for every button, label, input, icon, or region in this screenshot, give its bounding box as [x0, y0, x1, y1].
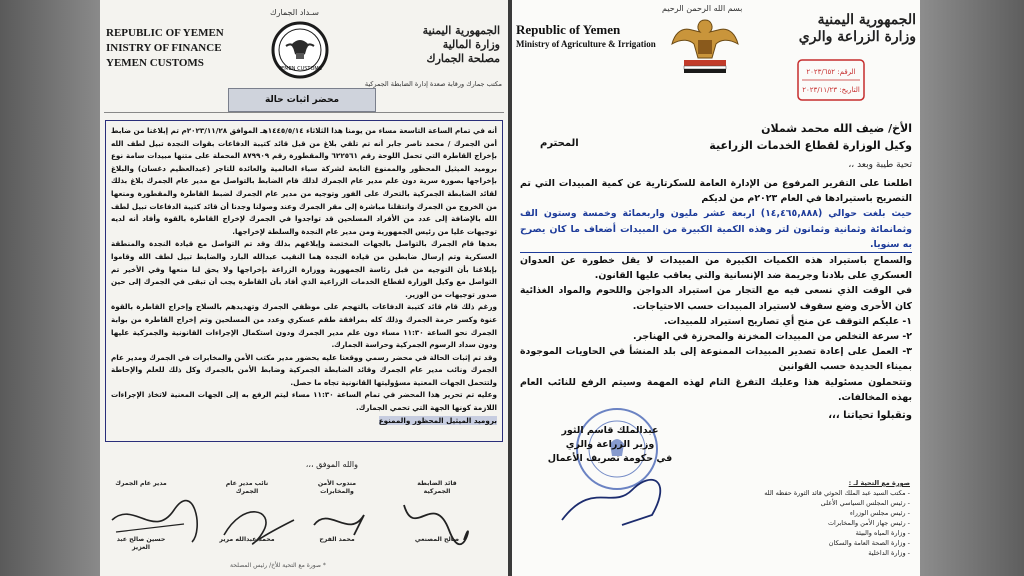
letter-paragraph: في الوقت الذي نسعى فيه مع التجار من استيراد الدواجن واللحوم والمواد الغذائية كان الأحرى وضع سقوف لاستيراد المبيدات حسب الاحتياجات. — [520, 285, 912, 312]
letter-paragraph: والسماح باستيراد هذه الكميات الكبيرة من المبيدات لا يقل خطورة عن العدوان العسكري على بلادنا وجريمة ضد الإنسانية والتي يعاقب عليها القانون. — [520, 255, 912, 282]
stamp-line: الرقم: ٢٠٢٣/٦٥٢ — [806, 68, 856, 76]
addressee-block — [709, 120, 912, 154]
logo-caption: YEMEN CUSTOMS — [278, 66, 322, 72]
cc-title: صورة مع التحية لـ : — [848, 479, 910, 487]
report-paragraph: ورغم ذلك قام قائد كتيبة الدفاعات بالتهجم على موظفي الجمرك وتهديدهم بالسلاح وإخراج القاطرة بالقوة عنوة وكسر حرمة الجمرك وذلك كله بمرافقة طقم عسكري وعدد من المسلحين وتم إخراج القاطرة من بوابة الجمرك نحو الساعة ١١:٣٠ مساء دون علم مدير الجمرك ودون استكمال الإجراءات القانونية والجمركية عليها ودون سداد الرسوم الجمركية وحراسة الجمارك. — [111, 302, 497, 350]
respected-label: المحترم — [540, 138, 579, 149]
background-right — [920, 0, 1024, 576]
header-rule — [104, 112, 504, 113]
directive-item: ٢- سرعة التخلص من المبيدات المخزنة والمحرزة في الهناجر. — [633, 331, 912, 343]
signature-block — [214, 480, 280, 543]
right-header-en-line: Republic of Yemen — [516, 22, 621, 37]
yemen-eagle-emblem-icon — [670, 14, 740, 76]
left-header-arabic — [423, 24, 500, 66]
letter-body — [520, 176, 912, 405]
report-body — [105, 120, 503, 442]
report-paragraph: أنه في تمام الساعة التاسعة مساء من يومنا هذا الثلاثاء ١٤٤٥/٥/١٤هـ الموافق ٢٠٢٣/١١/٢٨م تم إبلاغنا من ضابط أمن الجمرك / محمد ناصر جابر أنه تم تلقي بلاغ من قبل قائد كتيبة الدفاعات بقوات النجدة تبيل لطف الله بإخراج القاطرة التي تحمل اللوحة رقم ٦٢٢٥٦١ والمقطورة رقم ٨٧٩٩٠٩ المحملة على متنها مبيدات سامة نوع بروميد الميثيل المحظور والممنوع التابعة لشركة سباء العالمية والعائدة للتاجر (عبدالعظيم دغسان) والبلاغ بإخراجها بصورة سرية دون علم مدير عام الجمرك لذلك قام الضابط بالتواصل مع مدير عام الجمرك بلاغ بذلك لقائد الضابطة الجمركية بالتحرك على الفور وتوجيه من مدير عام الجمرك لضبط القاطرة والمقطورة ومنعها من الخروج من الجمرك وانتقلنا مباشرة إلى مقر الجمرك وعند وصولنا وجدنا أن قائد كتيبة الدفاعات تبيل لطف الله بالإضافة إلى عدد من الأفراد المسلحين قد تواجدوا في الجمرك لإخراج القاطرة بالقوة وأفاد أنه لديه توجيهات عليا من رئيس الجمهورية ومن مدير عام النجدة والسلطة لإخراجها. — [111, 126, 498, 236]
sub-office-line: مكتب جمارك ورقابة صعدة إدارة الضابطة الجمركية — [364, 80, 502, 88]
right-header-ar-line: الجمهورية اليمنية — [817, 12, 916, 28]
signature-role: قائد الضابطة الجمركية — [417, 480, 457, 495]
letter-paragraph: وتتحملون مسئولية هذا وعليك التفرغ التام لهذه المهمة وسيتم الرفع للنائب العام بهذه المخالفات. — [520, 376, 912, 403]
signature-row — [104, 480, 504, 550]
cc-item: - رئيس جهاز الأمن والمخابرات — [827, 519, 910, 527]
right-header-ar-line: وزارة الزراعة والري — [798, 29, 916, 45]
left-header-en-line: REPUBLIC OF YEMEN — [106, 27, 224, 39]
cc-item: - رئيس مجلس الوزراء — [849, 509, 910, 517]
left-header-ar-line: مصلحة الجمارك — [426, 52, 500, 65]
signature-block — [304, 480, 370, 543]
left-footer: * صورة مع التحية للأخ/ رئيس المصلحة — [230, 562, 326, 569]
greeting-line: تحية طيبة وبعد ،، — [848, 160, 912, 170]
reference-stamp-icon — [796, 58, 866, 102]
cc-item: - رئيس المجلس السياسي الأعلى — [820, 499, 910, 507]
background-left — [0, 0, 100, 576]
cc-item: - مكتب السيد عبد الملك الحوثي قائد الثورة حفظه الله — [764, 489, 910, 497]
signature-role: نائب مدير عام الجمرك — [225, 480, 269, 495]
customs-report-document — [100, 0, 508, 576]
letter-paragraph: اطلعنا على التقرير المرفوع من الإدارة العامة للسكرتارية عن كمية المبيدات التي تم التصريح باستيرادها في العام ٢٠٢٣م من لديكم — [520, 178, 912, 205]
letter-amount-paragraph: حيث بلغت حوالي (١٤,٤٦٥,٨٨٨) اربعة عشر مليون واربعمائة وخمسة وستون الف وثمانمائة وثمانية وثمانون لتر وهذه الكمية الكبيرة من المبيدات أضعاف ما كان يصرح به سنويا. — [520, 206, 912, 253]
report-paragraph: وعليه تم تحرير هذا المحضر في تمام الساعة ١١:٣٠ مساء ليتم الرفع به إلى الجهات المعنية لاتخاذ الإجراءات اللازمة كونها الجهة التي تحمي الجمارك. — [111, 390, 497, 413]
signature-name: محمد الفرح — [319, 536, 355, 543]
signature-role: مدير عام الجمرك — [115, 480, 167, 487]
highlighted-phrase: بروميد الميثيل المحظور والممنوع — [378, 415, 497, 425]
signature-role: مندوب الأمن والمخابرات — [317, 480, 357, 495]
addressee-line: وكيل الوزارة لقطاع الخدمات الزراعية — [709, 139, 912, 152]
signer-block — [540, 424, 680, 466]
report-title-box: محضر اثبات حالة — [228, 88, 376, 112]
cc-item: - وزارة الداخلية — [868, 549, 910, 557]
addressee-line: الأخ/ ضيف الله محمد شملان — [761, 122, 912, 135]
directive-item: ١- عليكم التوقف عن منح أي تصاريح استيراد للمبيدات. — [663, 315, 912, 327]
left-top-line: سـداد الجمارك — [270, 8, 319, 17]
cc-item: - وزارة الصحة العامة والسكان — [828, 539, 910, 547]
left-header-en-line: YEMEN CUSTOMS — [106, 57, 204, 69]
signer-line: وزير الزراعة والري — [565, 439, 655, 450]
signature-block — [108, 480, 174, 551]
right-top-line: بسم الله الرحمن الرحيم — [662, 4, 743, 13]
right-header-en-line: Ministry of Agriculture & Irrigation — [516, 39, 656, 49]
signer-line: عبدالملك قاسم الثور — [561, 425, 659, 436]
right-header-arabic — [799, 12, 916, 46]
directive-item: ٣- العمل على إعادة تصدير المبيدات الممنوعة إلى بلد المنشأ في الحاويات الموجودة بميناء الحديدة حسب القوانين — [520, 346, 912, 373]
left-header-english — [106, 26, 224, 71]
left-salute: والله الموفق ،،، — [305, 460, 358, 469]
left-header-ar-line: الجمهورية اليمنية — [422, 24, 500, 37]
yemen-customs-logo-icon — [270, 20, 330, 80]
signature-name: محمد عبدالله مرير — [219, 536, 275, 543]
minister-signature-icon — [552, 470, 682, 530]
directives-list — [520, 314, 912, 375]
cc-item: - وزارة المياه والبيئة — [855, 529, 910, 537]
signer-line: في حكومة تصريف الأعمال — [547, 453, 673, 464]
signature-name: حسين صالح عبد العزيز — [116, 536, 166, 551]
report-paragraph: بعدها قام الجمرك بالتواصل بالجهات المختصة وإبلاغهم بذلك وقد تم التواصل مع قيادة النجدة والمنطقة العسكرية وتم إرسال ضابطين من قيادة النجدة هما النقيب عبدالله البارد والضابط تبيل لطف الله وقاموا بإبلاغنا بأن التوجيه من قبل رئاسة الجمهورية ووزارة الزراعة بإخراجها ولا يحق لنا منعها وفي الأخير تم التواصل مع وكيل الوزارة لقطاع الخدمات الزراعية الذي أفاد بأن القاطرة يجب أن تبقى في الجمرك إلى حين صدور توجيهات من الوزير. — [111, 239, 497, 299]
left-header-ar-line: وزارة المالية — [442, 38, 500, 51]
ministry-letter-document — [512, 0, 920, 576]
right-header-english — [516, 22, 656, 50]
report-paragraph: وقد تم إثبات الحالة في محضر رسمي ووقعنا عليه بحضور مدير مكتب الأمن والمخابرات في الجمرك ومدير عام الجمرك ونائب مدير عام الجمرك وقائد الضابطة الجمركية وضابط الأمن بالجمرك وكل ذلك للعلم والإحاطة ولتتحمل الجهات المعنية مسؤوليتها القانونية تجاه ما حصل. — [111, 352, 497, 387]
stamp-line: التاريخ: ٢٠٢٣/١١/٢٣ — [802, 86, 860, 94]
closing-line: وتقبلوا تحياتنا ،،، — [828, 410, 912, 421]
cc-list — [764, 478, 910, 558]
signature-name: صالح المصنعي — [414, 536, 460, 543]
signature-block — [404, 480, 470, 543]
left-header-en-line: INISTRY OF FINANCE — [106, 42, 222, 54]
